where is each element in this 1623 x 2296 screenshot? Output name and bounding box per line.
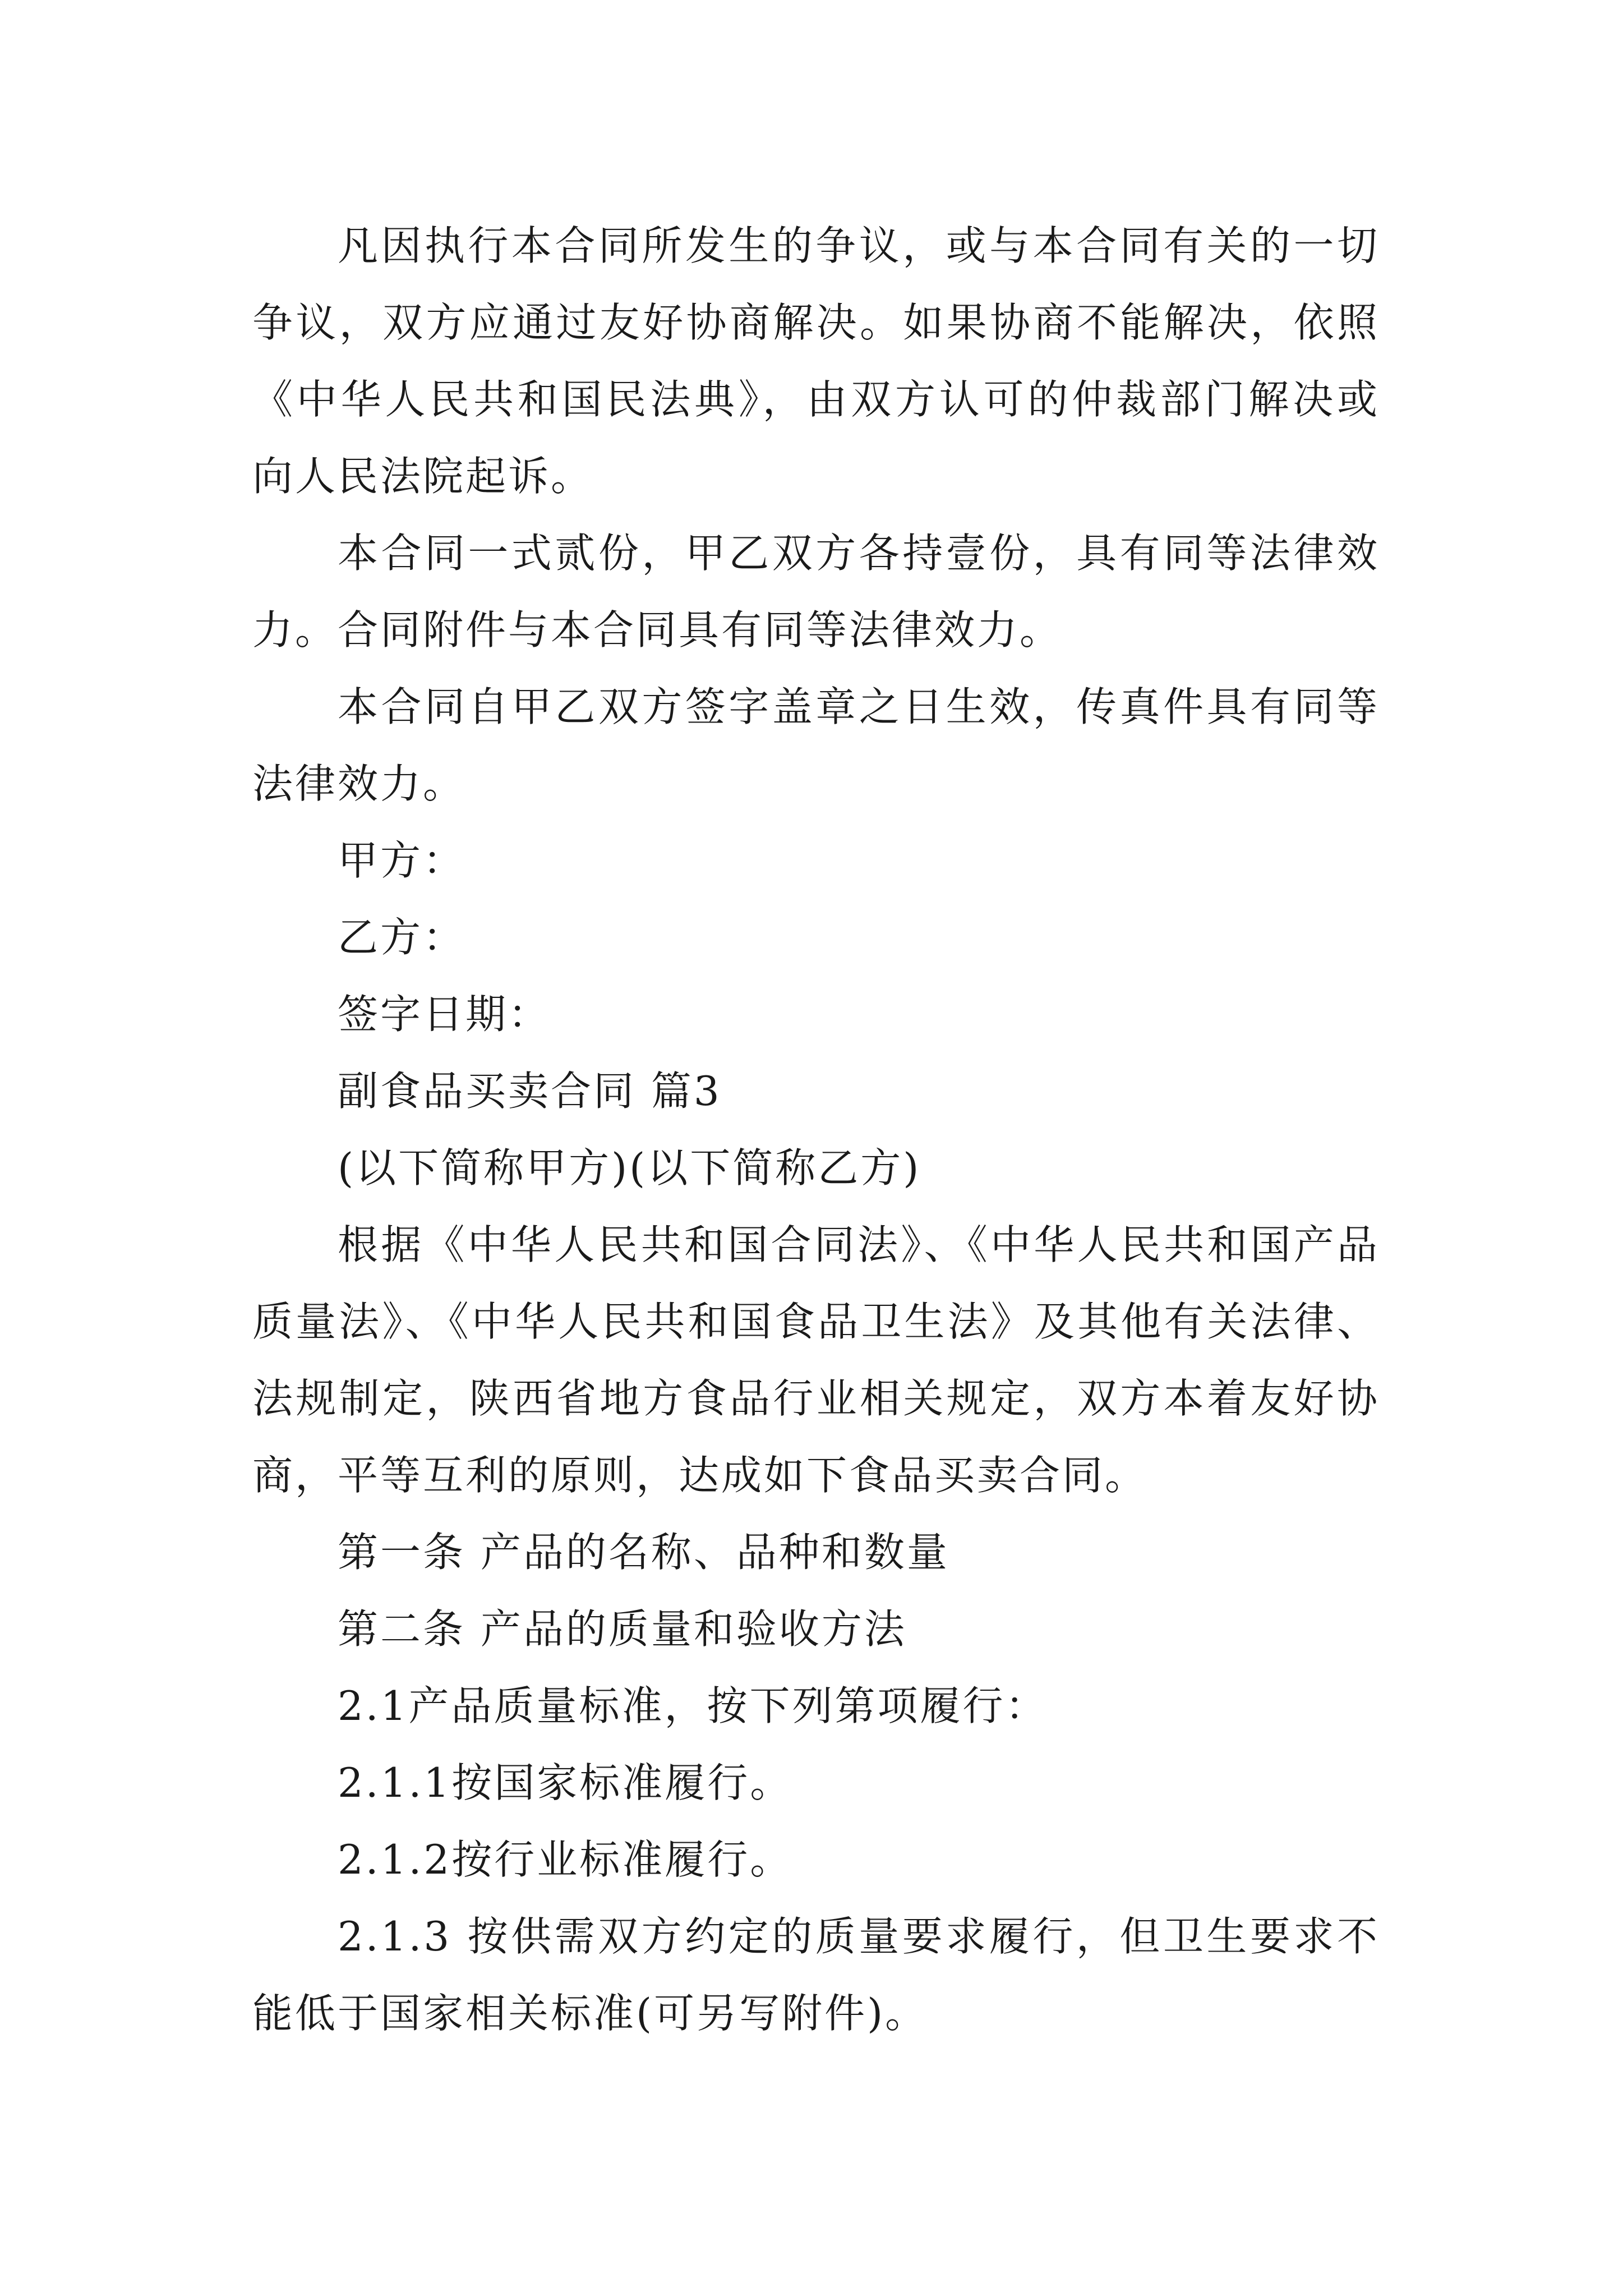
- parties-note: (以下简称甲方)(以下简称乙方): [338, 1144, 921, 1191]
- clause-2-1-2: 2.1.2按行业标准履行。: [338, 1836, 793, 1883]
- clause-2-1: 2.1产品质量标准，按下列第项履行：: [338, 1682, 1048, 1729]
- paragraph-copies: 本合同一式贰份，甲乙双方各持壹份，具有同等法律效力。合同附件与本合同具有同等法律效力。: [252, 530, 1380, 654]
- paragraph-dispute-resolution: 凡因执行本合同所发生的争议，或与本合同有关的一切争议，双方应通过友好协商解决。如果协商不能解决，依照《中华人民共和国民法典》，由双方认可的仲裁部门解决或向人民法院起诉。: [252, 222, 1380, 500]
- article-2-heading: 第二条 产品的质量和验收方法: [338, 1605, 907, 1653]
- document-body: [252, 208, 1380, 2052]
- section-heading: 副食品买卖合同 篇3: [338, 1068, 722, 1115]
- clause-2-1-1: 2.1.1按国家标准履行。: [338, 1759, 793, 1806]
- party-b-label: 乙方：: [338, 914, 466, 961]
- paragraph-legal-basis: 根据《中华人民共和国合同法》、《中华人民共和国产品质量法》、《中华人民共和国食品卫生法》及其他有关法律、法规制定，陕西省地方食品行业相关规定，双方本着友好协商，平等互利的原则，达成如下食品买卖合同。: [252, 1221, 1380, 1499]
- article-1-heading: 第一条 产品的名称、品种和数量: [338, 1529, 949, 1576]
- party-a-label: 甲方：: [338, 837, 466, 884]
- signing-date-label: 签字日期：: [338, 991, 551, 1038]
- clause-2-1-3: 2.1.3 按供需双方约定的质量要求履行，但卫生要求不能低于国家相关标准(可另写附件)。: [252, 1913, 1380, 2037]
- paragraph-effective-date: 本合同自甲乙双方签字盖章之日生效，传真件具有同等法律效力。: [252, 683, 1380, 807]
